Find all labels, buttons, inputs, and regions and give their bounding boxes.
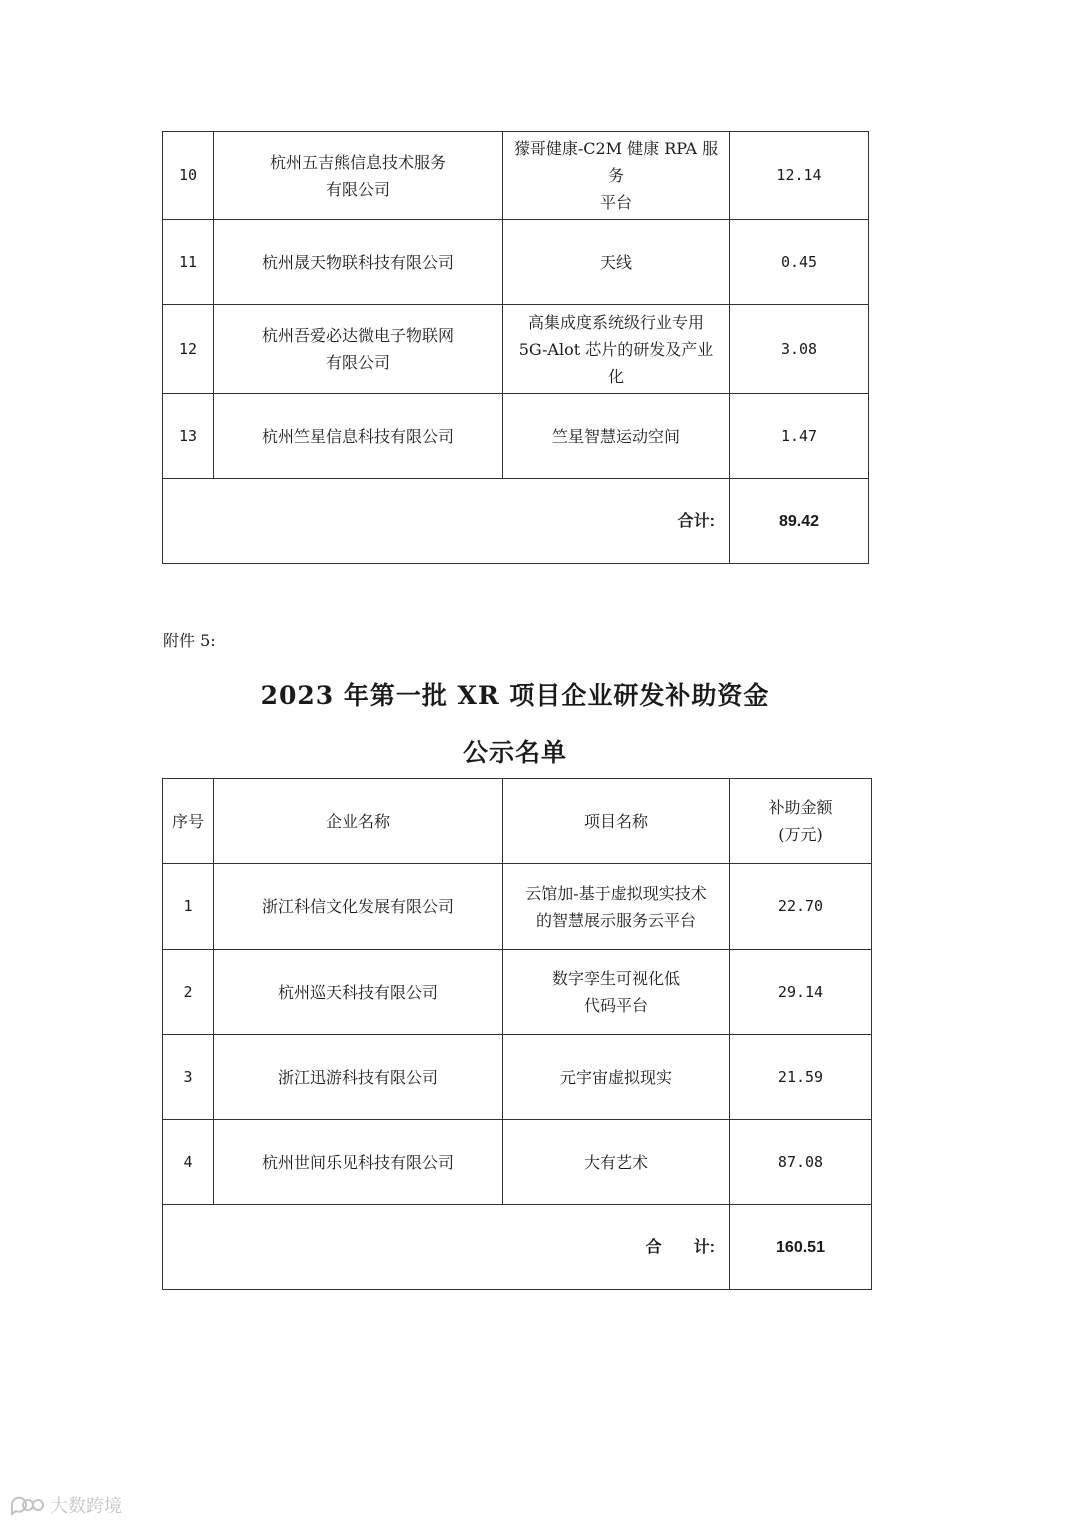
row-number: 4 (163, 1120, 214, 1205)
subsidy-amount: 21.59 (730, 1035, 872, 1120)
row-number: 13 (163, 394, 214, 479)
project-name: 高集成度系统级行业专用 5G-Alot 芯片的研发及产业 化 (503, 305, 730, 394)
company-name: 杭州世间乐见科技有限公司 (214, 1120, 503, 1205)
header-company: 企业名称 (214, 779, 503, 864)
row-number: 2 (163, 950, 214, 1035)
table1-body (163, 132, 869, 564)
header-no: 序号 (163, 779, 214, 864)
page-title-line2: 公示名单 (462, 738, 567, 767)
company-name: 杭州晟天物联科技有限公司 (214, 220, 503, 305)
attachment-label: 附件 5: (163, 631, 216, 650)
speech-bubble-logo-icon (8, 1494, 44, 1516)
table-row (163, 305, 869, 394)
table-row (163, 132, 869, 220)
project-name: 数字孪生可视化低 代码平台 (503, 950, 730, 1035)
watermark-text: 大数跨境 (50, 1496, 122, 1517)
row-number: 10 (163, 132, 214, 220)
subsidy-amount: 12.14 (730, 132, 869, 220)
table-header-row (163, 779, 872, 864)
table-row (163, 220, 869, 305)
total-row (163, 479, 869, 564)
project-name: 天线 (503, 220, 730, 305)
company-name: 浙江迅游科技有限公司 (214, 1035, 503, 1120)
subsidy-amount: 1.47 (730, 394, 869, 479)
subsidy-amount: 29.14 (730, 950, 872, 1035)
row-number: 1 (163, 864, 214, 950)
xr-subsidy-table (162, 778, 872, 1290)
company-name: 浙江科信文化发展有限公司 (214, 864, 503, 950)
table-row (163, 1120, 872, 1205)
table-row (163, 1035, 872, 1120)
row-number: 12 (163, 305, 214, 394)
table-row (163, 950, 872, 1035)
watermark (8, 1492, 122, 1518)
subsidy-amount: 3.08 (730, 305, 869, 394)
company-name: 杭州吾爱必达微电子物联网 有限公司 (214, 305, 503, 394)
header-amount: 补助金额 (万元) (730, 779, 872, 864)
table2-body (163, 779, 872, 1290)
subsidy-amount: 87.08 (730, 1120, 872, 1205)
total-label: 合 计: (163, 1205, 730, 1290)
project-name: 元宇宙虚拟现实 (503, 1035, 730, 1120)
total-value: 160.51 (730, 1205, 872, 1290)
table-row (163, 864, 872, 950)
table-row (163, 394, 869, 479)
total-value: 89.42 (730, 479, 869, 564)
total-label: 合计: (163, 479, 730, 564)
project-name: 大有艺术 (503, 1120, 730, 1205)
total-row (163, 1205, 872, 1290)
subsidy-amount: 22.70 (730, 864, 872, 950)
project-name: 竺星智慧运动空间 (503, 394, 730, 479)
project-name: 云馆加-基于虚拟现实技术 的智慧展示服务云平台 (503, 864, 730, 950)
company-name: 杭州巡天科技有限公司 (214, 950, 503, 1035)
company-name: 杭州五吉熊信息技术服务 有限公司 (214, 132, 503, 220)
row-number: 11 (163, 220, 214, 305)
subsidy-amount: 0.45 (730, 220, 869, 305)
header-project: 项目名称 (503, 779, 730, 864)
subsidy-table-continued (162, 131, 869, 564)
company-name: 杭州竺星信息科技有限公司 (214, 394, 503, 479)
page-title-line1: 2023 年第一批 XR 项目企业研发补助资金 (260, 681, 770, 710)
project-name: 獴哥健康-C2M 健康 RPA 服务 平台 (503, 132, 730, 220)
row-number: 3 (163, 1035, 214, 1120)
